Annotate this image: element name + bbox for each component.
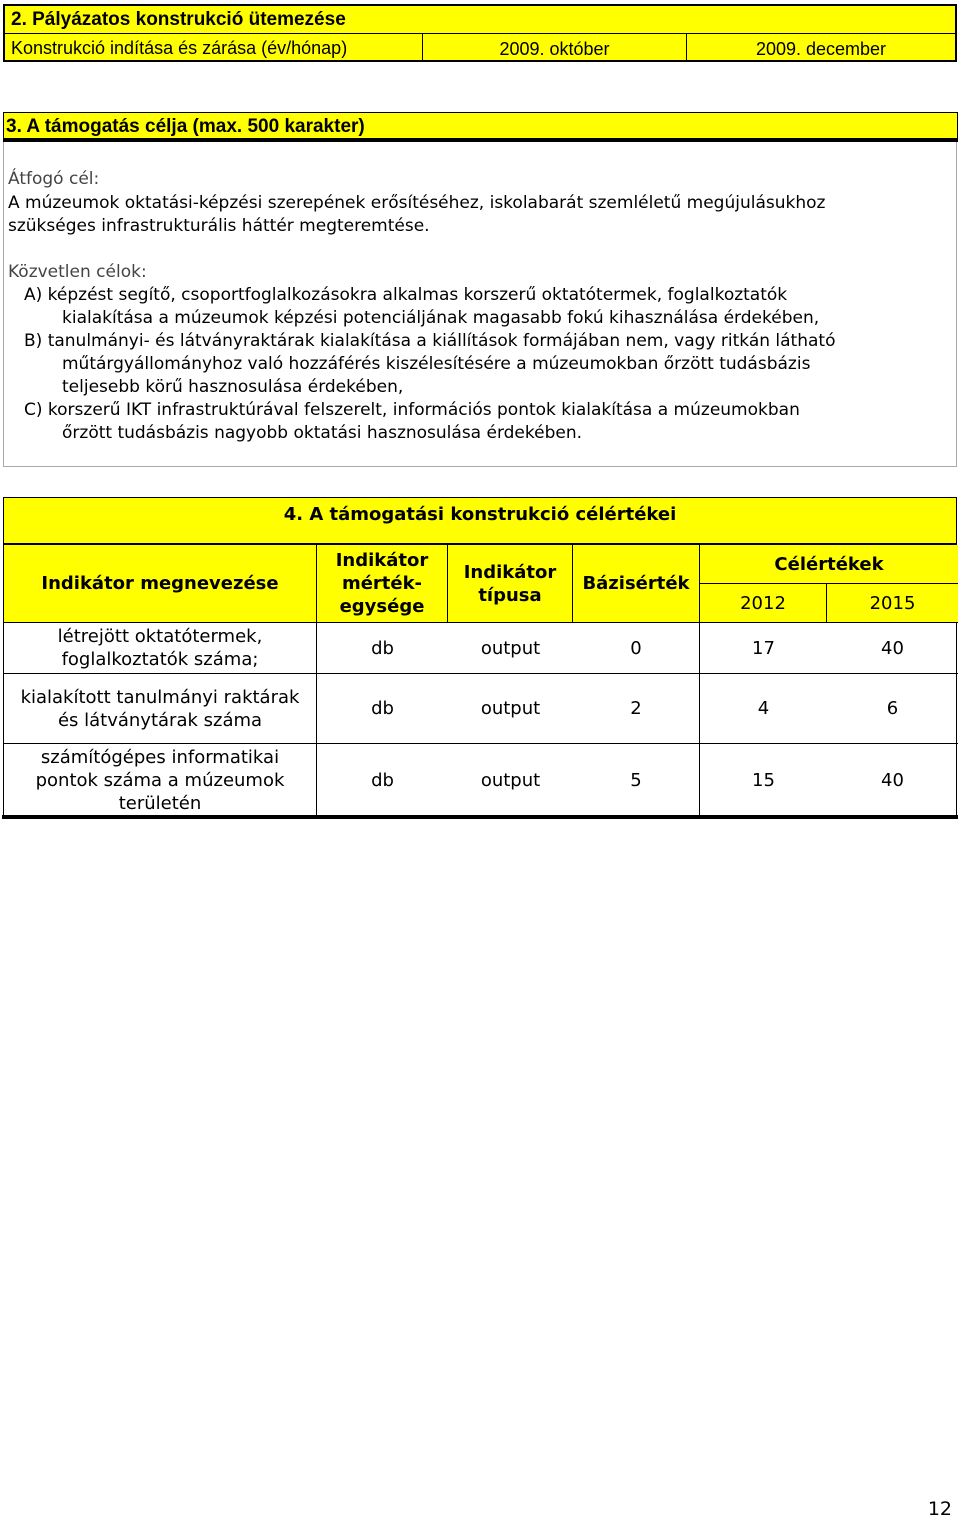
- unit-cell: db: [371, 769, 394, 791]
- type-cell: output: [448, 674, 573, 744]
- header-base-value: Bázisérték: [573, 545, 700, 623]
- direct-goal-line: A) képzést segítő, csoportfoglalkozásokra alkalmas korszerű oktatótermek, foglalkoztatók: [24, 285, 788, 305]
- direct-goal-line: teljesebb körű hasznosulása érdekében,: [62, 377, 404, 397]
- schedule-row: [5, 34, 955, 62]
- page-number: 12: [927, 1498, 952, 1520]
- goal-section: [3, 112, 957, 467]
- base-cell: 5: [573, 744, 700, 816]
- header-indicator-name: Indikátor megnevezése: [4, 545, 317, 623]
- unit-cell: db: [317, 674, 448, 744]
- header-target-values: Célértékek: [700, 545, 958, 584]
- indicator-name-cell: létrejött oktatótermek, foglalkoztatók száma;: [4, 623, 317, 674]
- type-cell: output: [448, 623, 573, 674]
- schedule-start: 2009. október: [423, 34, 687, 62]
- header-indicator-unit: Indikátor mérték-egysége: [317, 545, 448, 623]
- table-bottom-rule: [2, 815, 958, 819]
- target-2012-cell: 15: [752, 769, 775, 791]
- header-indicator-type: Indikátor típusa: [448, 545, 573, 623]
- schedule-section: [3, 4, 957, 62]
- base-cell: 0: [573, 623, 700, 674]
- indicator-title: 4. A támogatási konstrukció célértékei: [4, 498, 956, 545]
- direct-goal-line: őrzött tudásbázis nagyobb oktatási hasznosulása érdekében.: [62, 423, 583, 443]
- overall-goal-line: szükséges infrastrukturális háttér megteremtése.: [8, 216, 430, 236]
- direct-goals-label: Közvetlen célok:: [8, 262, 147, 282]
- direct-goal-line: műtárgyállományhoz való hozzáférés kiszélesítésére a múzeumokban őrzött tudásbázis: [62, 354, 811, 374]
- target-2012-cell: 4: [700, 674, 827, 744]
- indicator-name-cell: számítógépes informatikai pontok száma a múzeumok területén: [4, 744, 317, 816]
- schedule-label: Konstrukció indítása és zárása (év/hónap): [5, 34, 423, 62]
- schedule-title: 2. Pályázatos konstrukció ütemezése: [5, 6, 955, 34]
- indicator-name-cell: kialakított tanulmányi raktárak és látványtárak száma: [4, 674, 317, 744]
- unit-cell: db: [317, 623, 448, 674]
- type-cell: output: [480, 769, 541, 791]
- direct-goal-line: kialakítása a múzeumok képzési potenciáljának magasabb fokú kihasználása érdekében,: [62, 308, 820, 328]
- direct-goal-line: C) korszerű IKT infrastruktúrával felszerelt, információs pontok kialakítása a múzeumokban: [24, 400, 800, 420]
- overall-goal-label: Átfogó cél:: [8, 169, 100, 189]
- goal-title: 3. A támogatás célja (max. 500 karakter): [3, 112, 958, 142]
- overall-goal-line: A múzeumok oktatási-képzési szerepének erősítéséhez, iskolabarát szemléletű megújulásukhoz: [8, 193, 826, 213]
- header-year-2012: 2012: [700, 584, 827, 623]
- header-year-2015: 2015: [827, 584, 958, 623]
- target-2015-cell: 6: [827, 674, 958, 744]
- target-2015-cell: 40: [881, 769, 904, 791]
- direct-goal-line: B) tanulmányi- és látványraktárak kialakítása a kiállítások formájában nem, vagy ritkán látható: [24, 331, 836, 351]
- base-cell: 2: [573, 674, 700, 744]
- schedule-end: 2009. december: [755, 39, 887, 59]
- indicator-section: [3, 497, 957, 817]
- target-2012-cell: 17: [700, 623, 827, 674]
- target-2015-cell: 40: [827, 623, 958, 674]
